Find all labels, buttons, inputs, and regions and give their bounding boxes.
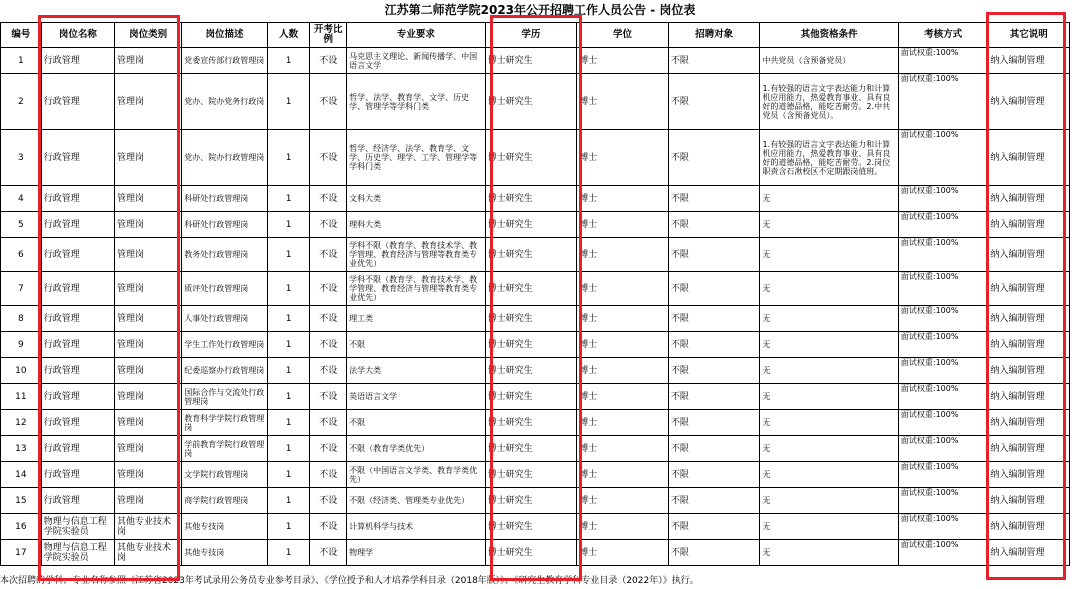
cell-position-description: 国际合作与交流处行政管理岗	[182, 384, 268, 410]
cell-other-notes: 纳入编制管理	[988, 238, 1070, 272]
cell-position-category: 管理岗	[115, 48, 182, 74]
cell-position-name: 物理与信息工程学院实验员	[41, 514, 114, 540]
cell-exam-ratio: 不设	[310, 514, 347, 540]
cell-major-requirement: 马克思主义理论、新闻传播学、中国语言文学	[347, 48, 485, 74]
cell-major-requirement: 理工类	[347, 306, 485, 332]
cell-position-category: 管理岗	[115, 358, 182, 384]
cell-education: 博士研究生	[485, 186, 577, 212]
cell-position-category: 管理岗	[115, 186, 182, 212]
cell-education: 博士研究生	[485, 306, 577, 332]
cell-number: 8	[1, 306, 42, 332]
cell-exam-ratio: 不设	[310, 272, 347, 306]
cell-major-requirement: 不限	[347, 410, 485, 436]
cell-position-name: 行政管理	[41, 488, 114, 514]
cell-number: 17	[1, 540, 42, 566]
cell-other-qualifications: 无	[760, 410, 898, 436]
cell-recruitment-target: 不限	[668, 410, 760, 436]
cell-headcount: 1	[267, 488, 310, 514]
cell-headcount: 1	[267, 462, 310, 488]
table-row	[1, 238, 1070, 272]
cell-education: 博士研究生	[485, 384, 577, 410]
col-other-qualifications-header: 其他资格条件	[760, 23, 898, 48]
cell-other-qualifications: 无	[760, 462, 898, 488]
cell-headcount: 1	[267, 48, 310, 74]
cell-major-requirement: 文科大类	[347, 186, 485, 212]
footnote: 本次招聘的学科、专业名称参照《江苏省2023年考试录用公务员专业参考目录》、《学位授予和人才培养学科目录（2018年版）》、《研究生教育学科专业目录（2022年）》执行。	[0, 576, 699, 586]
cell-position-category: 管理岗	[115, 410, 182, 436]
cell-education: 博士研究生	[485, 514, 577, 540]
cell-education: 博士研究生	[485, 436, 577, 462]
cell-other-qualifications: 无	[760, 186, 898, 212]
cell-recruitment-target: 不限	[668, 514, 760, 540]
cell-number: 1	[1, 48, 42, 74]
col-other-notes-header: 其它说明	[988, 23, 1070, 48]
cell-other-notes: 纳入编制管理	[988, 48, 1070, 74]
cell-assessment-method: 面试权重:100%	[898, 410, 988, 436]
cell-major-requirement: 学科不限（教育学、教育技术学、教学管理、教育经济与管理等教育类专业优先）	[347, 238, 485, 272]
cell-other-notes: 纳入编制管理	[988, 332, 1070, 358]
cell-position-category: 管理岗	[115, 272, 182, 306]
cell-other-notes: 纳入编制管理	[988, 514, 1070, 540]
cell-headcount: 1	[267, 540, 310, 566]
table-row	[1, 514, 1070, 540]
cell-position-name: 行政管理	[41, 332, 114, 358]
table-row	[1, 384, 1070, 410]
cell-number: 7	[1, 272, 42, 306]
cell-recruitment-target: 不限	[668, 272, 760, 306]
cell-degree: 博士	[577, 384, 669, 410]
cell-recruitment-target: 不限	[668, 436, 760, 462]
cell-degree: 博士	[577, 358, 669, 384]
cell-headcount: 1	[267, 358, 310, 384]
page-title: 江苏第二师范学院2023年公开招聘工作人员公告 - 岗位表	[384, 3, 696, 17]
cell-number: 2	[1, 74, 42, 130]
cell-recruitment-target: 不限	[668, 384, 760, 410]
cell-exam-ratio: 不设	[310, 384, 347, 410]
cell-assessment-method: 面试权重:100%	[898, 332, 988, 358]
cell-assessment-method: 面试权重:100%	[898, 358, 988, 384]
col-degree-header: 学位	[577, 23, 669, 48]
cell-position-description: 商学院行政管理岗	[182, 488, 268, 514]
cell-position-category: 管理岗	[115, 238, 182, 272]
cell-headcount: 1	[267, 410, 310, 436]
cell-assessment-method: 面试权重:100%	[898, 272, 988, 306]
cell-degree: 博士	[577, 514, 669, 540]
cell-major-requirement: 哲学、法学、教育学、文学、历史学、管理学等学科门类	[347, 74, 485, 130]
cell-recruitment-target: 不限	[668, 462, 760, 488]
cell-recruitment-target: 不限	[668, 358, 760, 384]
cell-other-qualifications: 无	[760, 358, 898, 384]
cell-major-requirement: 法学大类	[347, 358, 485, 384]
cell-recruitment-target: 不限	[668, 540, 760, 566]
cell-position-name: 行政管理	[41, 436, 114, 462]
cell-position-description: 学生工作处行政管理岗	[182, 332, 268, 358]
cell-assessment-method: 面试权重:100%	[898, 462, 988, 488]
cell-headcount: 1	[267, 238, 310, 272]
cell-position-description: 人事处行政管理岗	[182, 306, 268, 332]
cell-other-qualifications: 中共党员（含预备党员）	[760, 48, 898, 74]
cell-number: 11	[1, 384, 42, 410]
cell-number: 9	[1, 332, 42, 358]
cell-exam-ratio: 不设	[310, 74, 347, 130]
cell-degree: 博士	[577, 272, 669, 306]
cell-position-description: 纪委巡察办行政管理岗	[182, 358, 268, 384]
table-row	[1, 410, 1070, 436]
cell-major-requirement: 计算机科学与技术	[347, 514, 485, 540]
cell-degree: 博士	[577, 306, 669, 332]
cell-exam-ratio: 不设	[310, 462, 347, 488]
table-row	[1, 488, 1070, 514]
cell-other-notes: 纳入编制管理	[988, 186, 1070, 212]
cell-headcount: 1	[267, 130, 310, 186]
cell-other-qualifications: 无	[760, 306, 898, 332]
cell-exam-ratio: 不设	[310, 332, 347, 358]
cell-recruitment-target: 不限	[668, 74, 760, 130]
cell-degree: 博士	[577, 74, 669, 130]
cell-other-qualifications: 无	[760, 272, 898, 306]
cell-education: 博士研究生	[485, 272, 577, 306]
cell-number: 16	[1, 514, 42, 540]
cell-headcount: 1	[267, 514, 310, 540]
cell-position-name: 行政管理	[41, 130, 114, 186]
cell-recruitment-target: 不限	[668, 130, 760, 186]
cell-recruitment-target: 不限	[668, 212, 760, 238]
cell-degree: 博士	[577, 48, 669, 74]
cell-other-notes: 纳入编制管理	[988, 74, 1070, 130]
cell-position-category: 管理岗	[115, 436, 182, 462]
cell-assessment-method: 面试权重:100%	[898, 306, 988, 332]
cell-education: 博士研究生	[485, 238, 577, 272]
col-headcount-header: 人数	[267, 23, 310, 48]
cell-education: 博士研究生	[485, 212, 577, 238]
cell-major-requirement: 不限	[347, 332, 485, 358]
cell-exam-ratio: 不设	[310, 306, 347, 332]
cell-assessment-method: 面试权重:100%	[898, 212, 988, 238]
cell-other-notes: 纳入编制管理	[988, 410, 1070, 436]
cell-number: 12	[1, 410, 42, 436]
cell-position-description: 党委宣传部行政管理岗	[182, 48, 268, 74]
cell-exam-ratio: 不设	[310, 130, 347, 186]
col-position-category-header: 岗位类别	[115, 23, 182, 48]
cell-education: 博士研究生	[485, 410, 577, 436]
cell-number: 10	[1, 358, 42, 384]
cell-position-category: 管理岗	[115, 306, 182, 332]
cell-position-name: 行政管理	[41, 306, 114, 332]
col-major-requirement-header: 专业要求	[347, 23, 485, 48]
col-exam-ratio-header: 开考比例	[310, 23, 347, 48]
cell-position-description: 教育科学学院行政管理岗	[182, 410, 268, 436]
cell-position-description: 其他专技岗	[182, 514, 268, 540]
cell-education: 博士研究生	[485, 332, 577, 358]
cell-number: 4	[1, 186, 42, 212]
cell-number: 5	[1, 212, 42, 238]
cell-exam-ratio: 不设	[310, 436, 347, 462]
cell-position-name: 行政管理	[41, 272, 114, 306]
cell-position-category: 管理岗	[115, 332, 182, 358]
table-row	[1, 436, 1070, 462]
cell-other-qualifications: 1.有较强的语言文字表达能力和计算机应用能力，热爱教育事业、具有良好的道德品格，能吃苦耐劳。2.中共党员（含预备党员）。	[760, 74, 898, 130]
cell-other-qualifications: 无	[760, 540, 898, 566]
col-position-name-header: 岗位名称	[41, 23, 114, 48]
table-row	[1, 358, 1070, 384]
cell-other-notes: 纳入编制管理	[988, 462, 1070, 488]
cell-degree: 博士	[577, 332, 669, 358]
cell-major-requirement: 学科不限（教育学、教育技术学、教学管理、教育经济与管理等教育类专业优先）	[347, 272, 485, 306]
cell-degree: 博士	[577, 488, 669, 514]
cell-other-notes: 纳入编制管理	[988, 436, 1070, 462]
cell-assessment-method: 面试权重:100%	[898, 130, 988, 186]
cell-position-description: 科研处行政管理岗	[182, 186, 268, 212]
cell-other-notes: 纳入编制管理	[988, 306, 1070, 332]
cell-education: 博士研究生	[485, 488, 577, 514]
cell-exam-ratio: 不设	[310, 488, 347, 514]
table-row	[1, 272, 1070, 306]
cell-exam-ratio: 不设	[310, 540, 347, 566]
cell-degree: 博士	[577, 212, 669, 238]
cell-assessment-method: 面试权重:100%	[898, 540, 988, 566]
cell-exam-ratio: 不设	[310, 238, 347, 272]
cell-headcount: 1	[267, 332, 310, 358]
cell-headcount: 1	[267, 384, 310, 410]
cell-other-qualifications: 无	[760, 514, 898, 540]
cell-exam-ratio: 不设	[310, 212, 347, 238]
cell-number: 13	[1, 436, 42, 462]
cell-assessment-method: 面试权重:100%	[898, 514, 988, 540]
cell-recruitment-target: 不限	[668, 238, 760, 272]
cell-position-description: 文学院行政管理岗	[182, 462, 268, 488]
cell-number: 3	[1, 130, 42, 186]
cell-assessment-method: 面试权重:100%	[898, 186, 988, 212]
table-row	[1, 332, 1070, 358]
cell-position-description: 教务处行政管理岗	[182, 238, 268, 272]
cell-exam-ratio: 不设	[310, 410, 347, 436]
cell-position-category: 管理岗	[115, 212, 182, 238]
cell-number: 14	[1, 462, 42, 488]
cell-other-qualifications: 无	[760, 436, 898, 462]
cell-recruitment-target: 不限	[668, 48, 760, 74]
cell-position-description: 科研处行政管理岗	[182, 212, 268, 238]
cell-position-name: 行政管理	[41, 358, 114, 384]
cell-position-category: 管理岗	[115, 74, 182, 130]
cell-degree: 博士	[577, 238, 669, 272]
cell-degree: 博士	[577, 436, 669, 462]
cell-degree: 博士	[577, 130, 669, 186]
cell-exam-ratio: 不设	[310, 48, 347, 74]
col-position-description-header: 岗位描述	[182, 23, 268, 48]
cell-position-description: 质评处行政管理岗	[182, 272, 268, 306]
cell-position-description: 其他专技岗	[182, 540, 268, 566]
table-header-row	[1, 23, 1070, 48]
cell-major-requirement: 物理学	[347, 540, 485, 566]
cell-major-requirement: 不限（中国语言文学类、教育学类优先）	[347, 462, 485, 488]
cell-recruitment-target: 不限	[668, 306, 760, 332]
cell-headcount: 1	[267, 212, 310, 238]
cell-education: 博士研究生	[485, 48, 577, 74]
cell-exam-ratio: 不设	[310, 358, 347, 384]
cell-position-name: 行政管理	[41, 74, 114, 130]
job-positions-table	[0, 22, 1070, 566]
cell-other-notes: 纳入编制管理	[988, 272, 1070, 306]
cell-other-notes: 纳入编制管理	[988, 540, 1070, 566]
table-row	[1, 186, 1070, 212]
cell-number: 15	[1, 488, 42, 514]
col-recruitment-target-header: 招聘对象	[668, 23, 760, 48]
cell-assessment-method: 面试权重:100%	[898, 384, 988, 410]
cell-major-requirement: 英语语言文学	[347, 384, 485, 410]
cell-position-description: 党办、院办党务行政岗	[182, 74, 268, 130]
cell-education: 博士研究生	[485, 130, 577, 186]
cell-major-requirement: 不限（教育学类优先）	[347, 436, 485, 462]
cell-other-notes: 纳入编制管理	[988, 212, 1070, 238]
cell-major-requirement: 哲学、经济学、法学、教育学、文学、历史学、理学、工学、管理学等学科门类	[347, 130, 485, 186]
cell-other-notes: 纳入编制管理	[988, 130, 1070, 186]
cell-other-qualifications: 无	[760, 332, 898, 358]
table-row	[1, 74, 1070, 130]
cell-position-category: 管理岗	[115, 384, 182, 410]
cell-number: 6	[1, 238, 42, 272]
cell-other-qualifications: 1.有较强的语言文字表达能力和计算机应用能力，热爱教育事业、具有良好的道德品格，能吃苦耐劳。2.岗位职责含石湫校区不定期跟岗值班。	[760, 130, 898, 186]
table-row	[1, 462, 1070, 488]
cell-major-requirement: 理科大类	[347, 212, 485, 238]
cell-position-name: 行政管理	[41, 384, 114, 410]
table-row	[1, 212, 1070, 238]
cell-degree: 博士	[577, 410, 669, 436]
cell-major-requirement: 不限（经济类、管理类专业优先）	[347, 488, 485, 514]
cell-position-category: 其他专业技术岗	[115, 514, 182, 540]
cell-degree: 博士	[577, 540, 669, 566]
cell-position-name: 行政管理	[41, 186, 114, 212]
cell-recruitment-target: 不限	[668, 332, 760, 358]
cell-position-name: 行政管理	[41, 462, 114, 488]
cell-headcount: 1	[267, 306, 310, 332]
cell-other-qualifications: 无	[760, 238, 898, 272]
cell-education: 博士研究生	[485, 74, 577, 130]
cell-other-notes: 纳入编制管理	[988, 384, 1070, 410]
cell-other-notes: 纳入编制管理	[988, 358, 1070, 384]
cell-position-name: 行政管理	[41, 212, 114, 238]
cell-assessment-method: 面试权重:100%	[898, 488, 988, 514]
table-row	[1, 306, 1070, 332]
cell-position-name: 行政管理	[41, 410, 114, 436]
col-assessment-method-header: 考核方式	[898, 23, 988, 48]
cell-other-qualifications: 无	[760, 488, 898, 514]
cell-position-description: 学前教育学院行政管理岗	[182, 436, 268, 462]
cell-position-description: 党办、院办行政管理岗	[182, 130, 268, 186]
cell-education: 博士研究生	[485, 358, 577, 384]
cell-position-category: 管理岗	[115, 462, 182, 488]
cell-exam-ratio: 不设	[310, 186, 347, 212]
cell-recruitment-target: 不限	[668, 186, 760, 212]
cell-other-qualifications: 无	[760, 212, 898, 238]
cell-headcount: 1	[267, 436, 310, 462]
cell-position-name: 行政管理	[41, 48, 114, 74]
cell-degree: 博士	[577, 462, 669, 488]
col-education-header: 学历	[485, 23, 577, 48]
col-number-header: 编号	[1, 23, 42, 48]
cell-position-category: 其他专业技术岗	[115, 540, 182, 566]
cell-position-name: 行政管理	[41, 238, 114, 272]
cell-assessment-method: 面试权重:100%	[898, 74, 988, 130]
cell-headcount: 1	[267, 74, 310, 130]
cell-position-name: 物理与信息工程学院实验员	[41, 540, 114, 566]
cell-recruitment-target: 不限	[668, 488, 760, 514]
cell-education: 博士研究生	[485, 540, 577, 566]
cell-other-notes: 纳入编制管理	[988, 488, 1070, 514]
cell-assessment-method: 面试权重:100%	[898, 48, 988, 74]
cell-position-category: 管理岗	[115, 130, 182, 186]
cell-education: 博士研究生	[485, 462, 577, 488]
cell-other-qualifications: 无	[760, 384, 898, 410]
cell-headcount: 1	[267, 186, 310, 212]
table-row	[1, 48, 1070, 74]
cell-assessment-method: 面试权重:100%	[898, 238, 988, 272]
table-row	[1, 130, 1070, 186]
cell-headcount: 1	[267, 272, 310, 306]
cell-assessment-method: 面试权重:100%	[898, 436, 988, 462]
table-row	[1, 540, 1070, 566]
cell-position-category: 管理岗	[115, 488, 182, 514]
cell-degree: 博士	[577, 186, 669, 212]
